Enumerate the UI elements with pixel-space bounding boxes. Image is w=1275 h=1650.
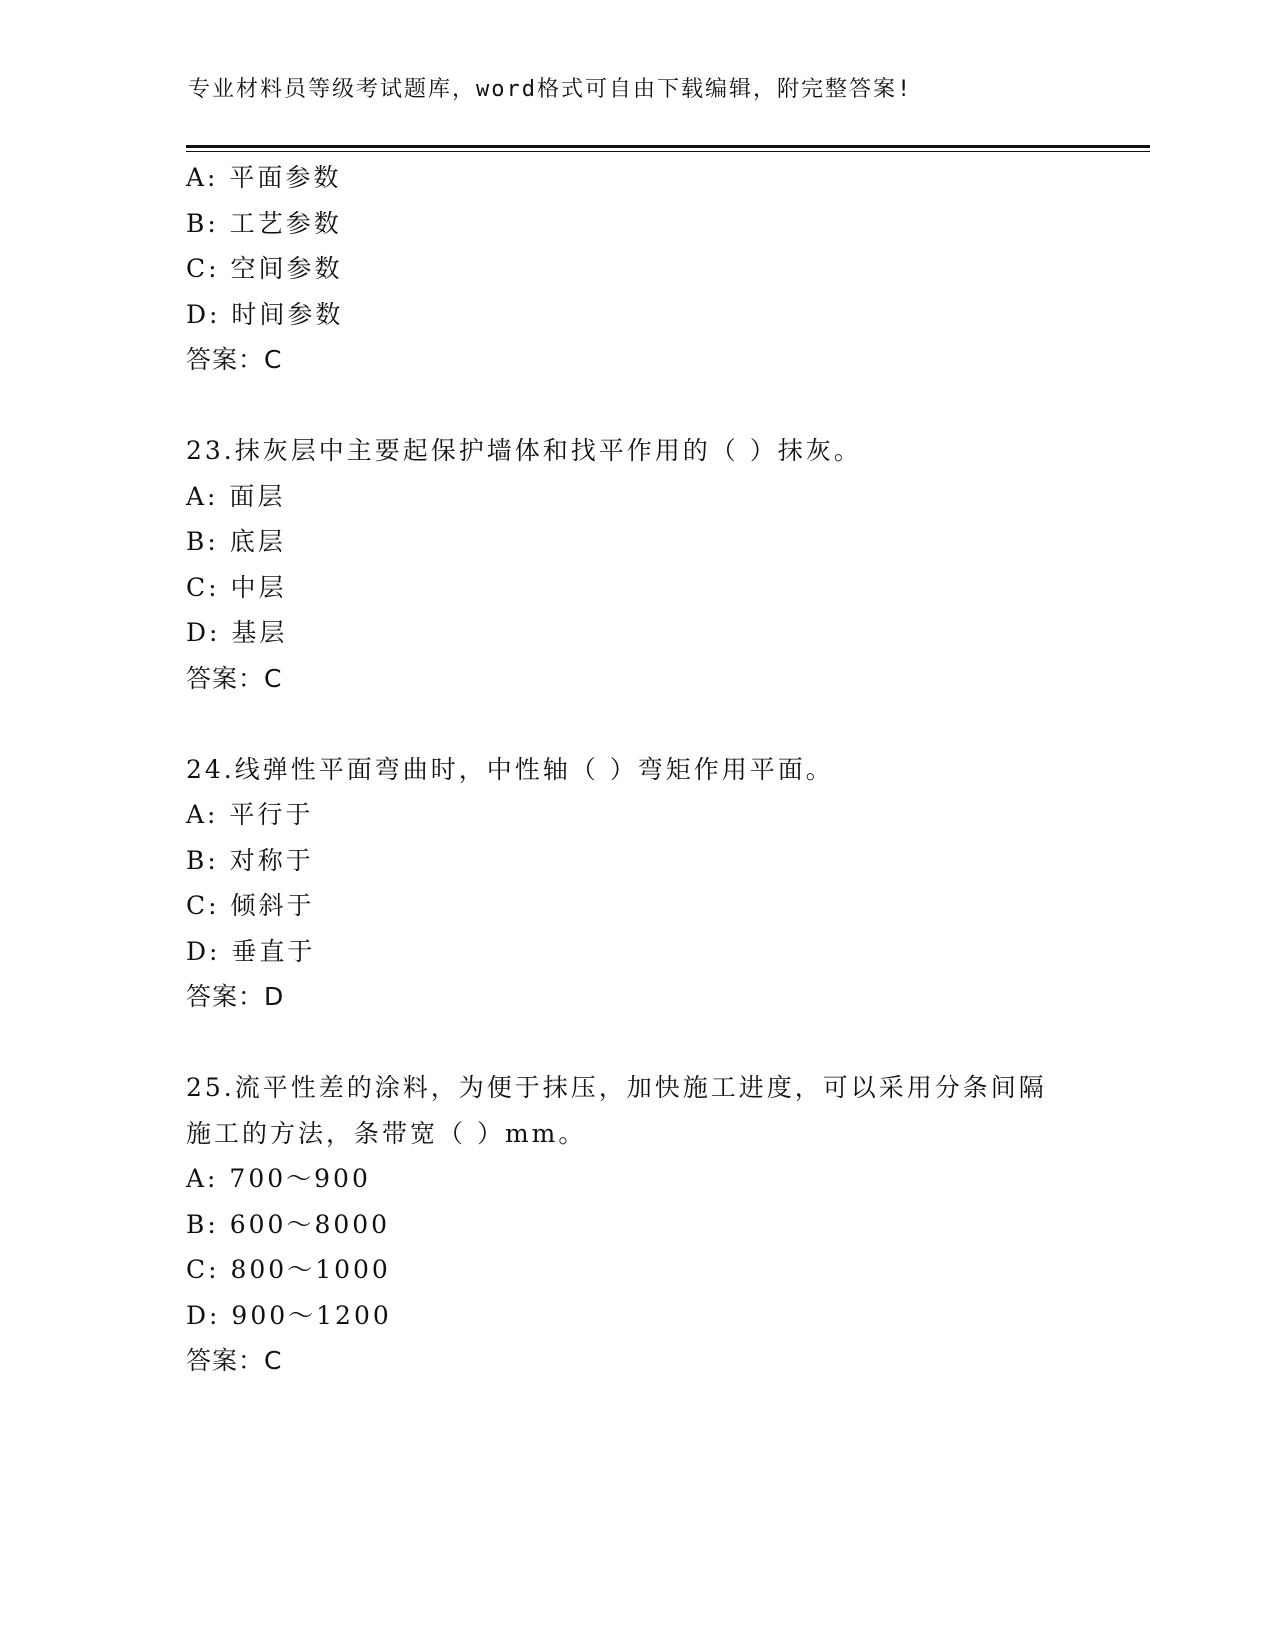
option-a: A: 700～900 [186,1164,371,1193]
question-25 [186,1065,1086,1384]
option-a: A: 面层 [186,481,286,511]
option-d: D: 900～1200 [186,1300,392,1330]
document-body [186,155,1086,1384]
option-d: D: 时间参数 [186,299,344,329]
question-text-line-2: 施工的方法，条带宽（ ）mm。 [186,1118,587,1148]
question-text-line-1: 25.流平性差的涂料，为便于抹压，加快施工进度，可以采用分条间隔 [186,1073,1047,1102]
question-text: 23.抹灰层中主要起保护墙体和找平作用的（ ）抹灰。 [186,436,862,465]
option-d: D: 基层 [186,618,288,647]
option-b: B: 对称于 [186,845,314,875]
option-a: A: 平面参数 [186,163,342,192]
answer: 答案：C [186,663,283,693]
question-text: 24.线弹性平面弯曲时，中性轴（ ）弯矩作用平面。 [186,754,834,784]
question-24 [186,747,1086,1020]
option-a: A: 平行于 [186,800,314,829]
option-d: D: 垂直于 [186,936,316,966]
spacer [186,701,1086,747]
answer: 答案：C [186,345,283,374]
option-c: C: 中层 [186,572,287,602]
answer: 答案：D [186,982,285,1011]
option-b: B: 底层 [186,527,286,556]
page-header: 专业材料员等级考试题库，word格式可自由下载编辑，附完整答案! [188,77,913,102]
question-23 [186,428,1086,701]
option-b: B: 600～8000 [186,1209,391,1239]
header-rule-thick [186,145,1150,148]
option-c: C: 倾斜于 [186,891,315,920]
option-c: C: 空间参数 [186,254,343,283]
spacer [186,1020,1086,1066]
option-b: B: 工艺参数 [186,208,342,238]
spacer [186,383,1086,429]
continued-question [186,155,1086,383]
option-c: C: 800～1000 [186,1255,391,1284]
answer: 答案：C [186,1346,283,1375]
header-rule-thin [186,151,1150,152]
